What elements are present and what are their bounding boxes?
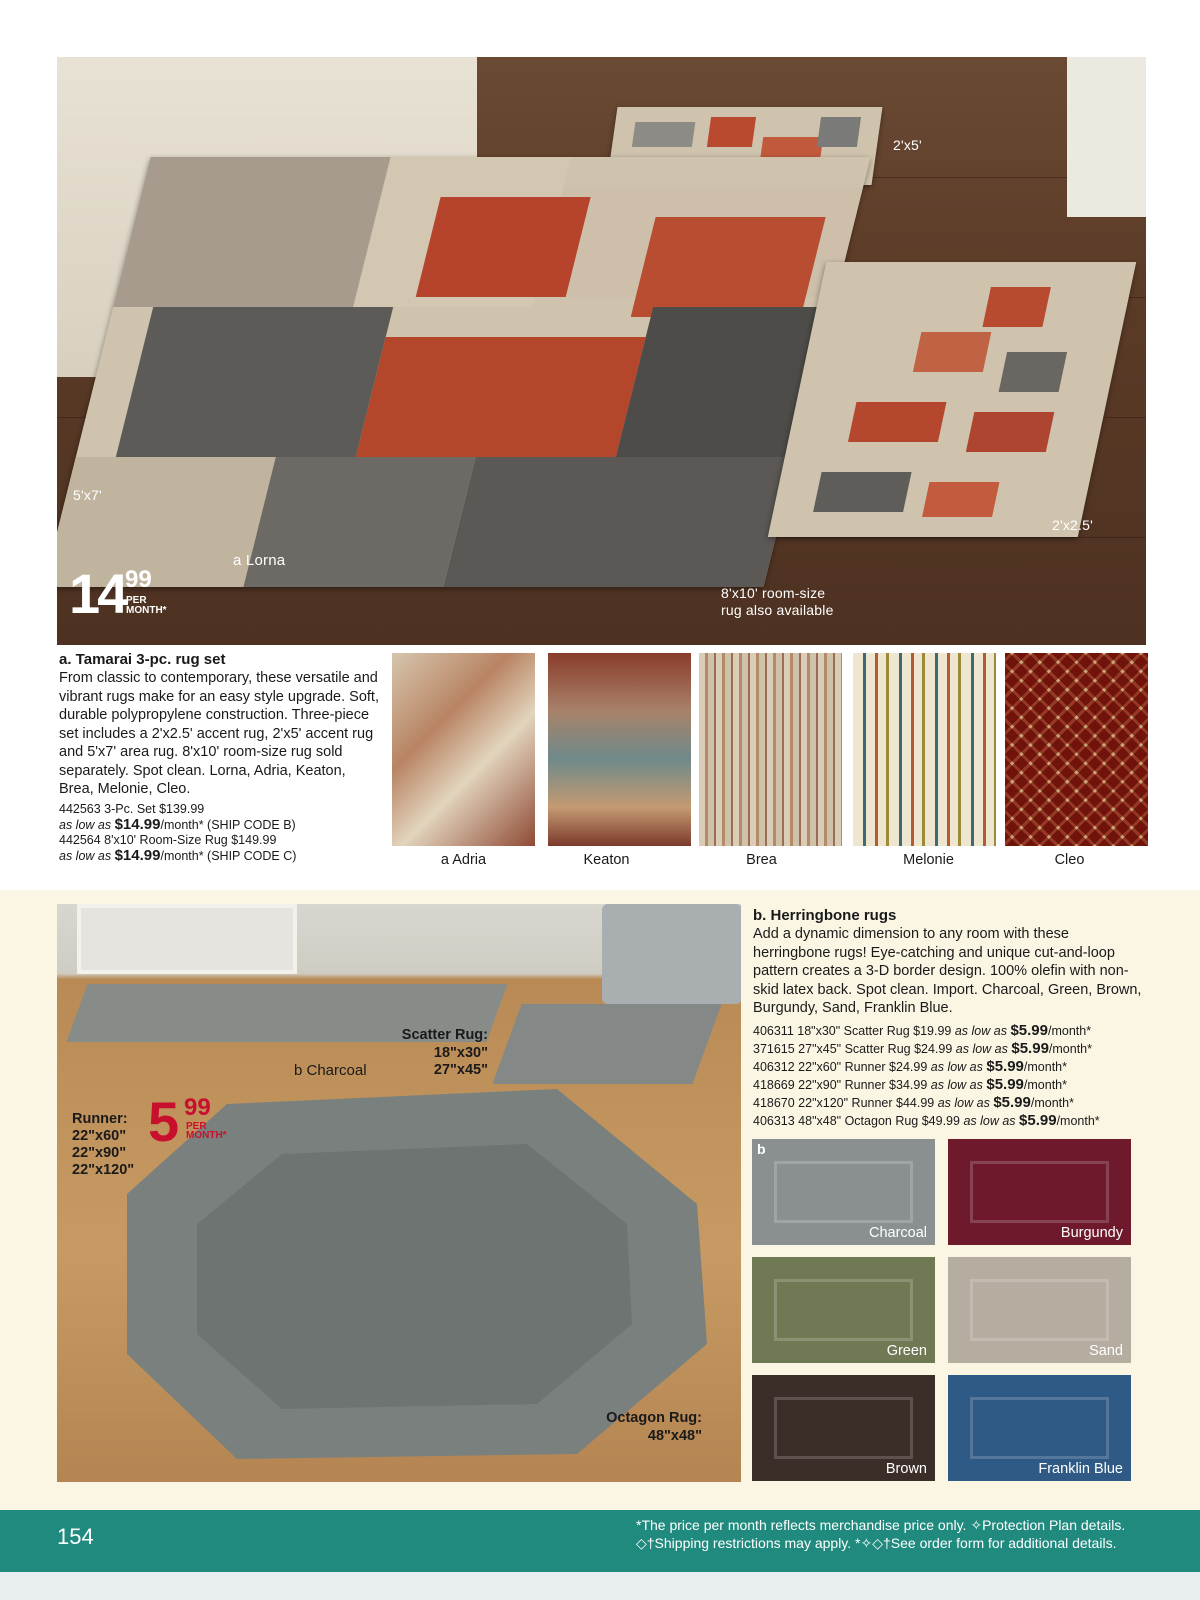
swatch-label-green: Green <box>886 1343 927 1359</box>
swatch-franklin-blue[interactable] <box>948 1375 1131 1481</box>
swatch-label-melonie: Melonie <box>903 852 954 868</box>
swatch-label-adria: a Adria <box>440 852 487 868</box>
sku-442563-line: 442563 3-Pc. Set $139.99 <box>59 801 205 816</box>
rug-2x2-5 <box>768 262 1136 537</box>
herringbone-photo <box>57 904 741 1482</box>
size-label-5x7: 5'x7' <box>73 487 102 503</box>
product-a-description: From classic to contemporary, these versatile and vibrant rugs make for an easy style upgrade. Soft, durable polypropylene construction. Three-piece set includes a 2'x2.5' accent rug, 2'x5' accent rug and 5'x7' area rug. 8'x10' room-size rug sold separately. Spot clean. Lorna, Adria, Keaton, Brea, Melonie, Cleo. <box>59 670 379 797</box>
swatch-adria[interactable] <box>392 653 535 846</box>
swatch-label-franklin-blue: Franklin Blue <box>1038 1461 1123 1477</box>
swatch-brown[interactable] <box>752 1375 935 1481</box>
sku-442564-monthly: as low as $14.99/month* (SHIP CODE C) <box>59 846 297 864</box>
price-cents: 99 <box>125 566 152 593</box>
sku-418669-line: 418669 22"x90" Runner $34.99 as low as $5.99/month* <box>753 1075 1067 1093</box>
product-b-info <box>753 907 1148 1130</box>
room-size-note-line2: rug also available <box>721 602 834 618</box>
sku-406311-line: 406311 18"x30" Scatter Rug $19.99 as low as $5.99/month* <box>753 1021 1092 1039</box>
swatch-label-burgundy: Burgundy <box>1060 1225 1123 1241</box>
price-month: MONTH* <box>126 605 167 616</box>
scatter-title: Scatter Rug: <box>401 1027 488 1043</box>
swatch-label-cleo: Cleo <box>1054 852 1085 868</box>
swatch-melonie[interactable] <box>853 653 996 846</box>
price-whole: 14 <box>69 562 126 625</box>
size-label-2x5: 2'x5' <box>893 137 922 153</box>
swatch-charcoal[interactable] <box>752 1139 935 1245</box>
runner-size-3: 22"x120" <box>72 1162 135 1178</box>
hero-photo <box>57 57 1146 645</box>
sku-418670-line: 418670 22"x120" Runner $44.99 as low as $5.99/month* <box>753 1093 1074 1111</box>
price-b-cents: 99 <box>184 1094 211 1121</box>
scatter-size-2: 27"x45" <box>433 1062 488 1078</box>
price-b-whole: 5 <box>148 1090 180 1153</box>
sku-406312-line: 406312 22"x60" Runner $24.99 as low as $5.99/month* <box>753 1057 1067 1075</box>
swatch-sand[interactable] <box>948 1257 1131 1363</box>
scatter-size-1: 18"x30" <box>433 1045 488 1061</box>
footer-note <box>636 1516 1156 1552</box>
swatch-label-brea: Brea <box>746 852 777 868</box>
swatch-brea[interactable] <box>699 653 842 846</box>
swatch-keaton[interactable] <box>548 653 691 846</box>
pattern-label-lorna: a Lorna <box>233 552 286 569</box>
footer-note-line2: ◇†Shipping restrictions may apply. *✧◇†See order form for additional details. <box>636 1535 1117 1551</box>
swatch-label-keaton: Keaton <box>583 852 630 868</box>
runner-title: Runner: <box>72 1111 128 1127</box>
octagon-title: Octagon Rug: <box>606 1410 702 1426</box>
swatch-tag-b: b <box>757 1141 766 1157</box>
swatch-burgundy[interactable] <box>948 1139 1131 1245</box>
octagon-size: 48"x48" <box>647 1428 702 1444</box>
price-per: PER <box>126 595 147 606</box>
swatch-green[interactable] <box>752 1257 935 1363</box>
footer-band <box>0 1510 1200 1572</box>
product-b-description: Add a dynamic dimension to any room with these herringbone rugs! Eye-catching and unique cut-and-loop pattern creates a 3-D border design. 100% olefin with non-skid latex back. Spot clean. Import. Charcoal, Green, Brown, Burgundy, Sand, Franklin Blue. <box>753 926 1142 1016</box>
swatch-cleo[interactable] <box>1005 653 1148 846</box>
sku-442564-price: $14.99 <box>114 846 161 864</box>
swatch-label-sand: Sand <box>1089 1343 1123 1359</box>
sku-442563-monthly: as low as $14.99/month* (SHIP CODE B) <box>59 815 296 833</box>
sku-442563-price: $14.99 <box>114 815 161 833</box>
runner-size-1: 22"x60" <box>72 1128 127 1144</box>
size-label-2x2-5: 2'x2.5' <box>1052 517 1093 533</box>
price-b-per: PER <box>186 1121 207 1132</box>
footer-note-line1: *The price per month reflects merchandise price only. ✧Protection Plan details. <box>636 1517 1126 1533</box>
sku-442564-line: 442564 8'x10' Room-Size Rug $149.99 <box>59 832 277 847</box>
footer-strip <box>0 1572 1200 1600</box>
sku-406313-line: 406313 48"x48" Octagon Rug $49.99 as low as $5.99/month* <box>753 1111 1100 1129</box>
room-size-note-line1: 8'x10' room-size <box>721 585 826 601</box>
sku-371615-line: 371615 27"x45" Scatter Rug $24.99 as low as $5.99/month* <box>753 1039 1093 1057</box>
side-cabinet <box>1067 57 1146 217</box>
page-number: 154 <box>57 1524 94 1549</box>
swatch-label-charcoal: Charcoal <box>868 1225 927 1241</box>
product-a-info <box>59 651 381 864</box>
rug-5x7 <box>57 157 871 587</box>
pattern-label-charcoal: b Charcoal <box>294 1062 367 1079</box>
product-a-title: a. Tamarai 3-pc. rug set <box>59 651 226 668</box>
price-b-month: MONTH* <box>186 1130 227 1141</box>
runner-size-2: 22"x90" <box>72 1145 127 1161</box>
swatch-label-brown: Brown <box>885 1461 927 1477</box>
octagon-rug <box>57 904 741 1482</box>
product-b-title: b. Herringbone rugs <box>753 907 897 924</box>
